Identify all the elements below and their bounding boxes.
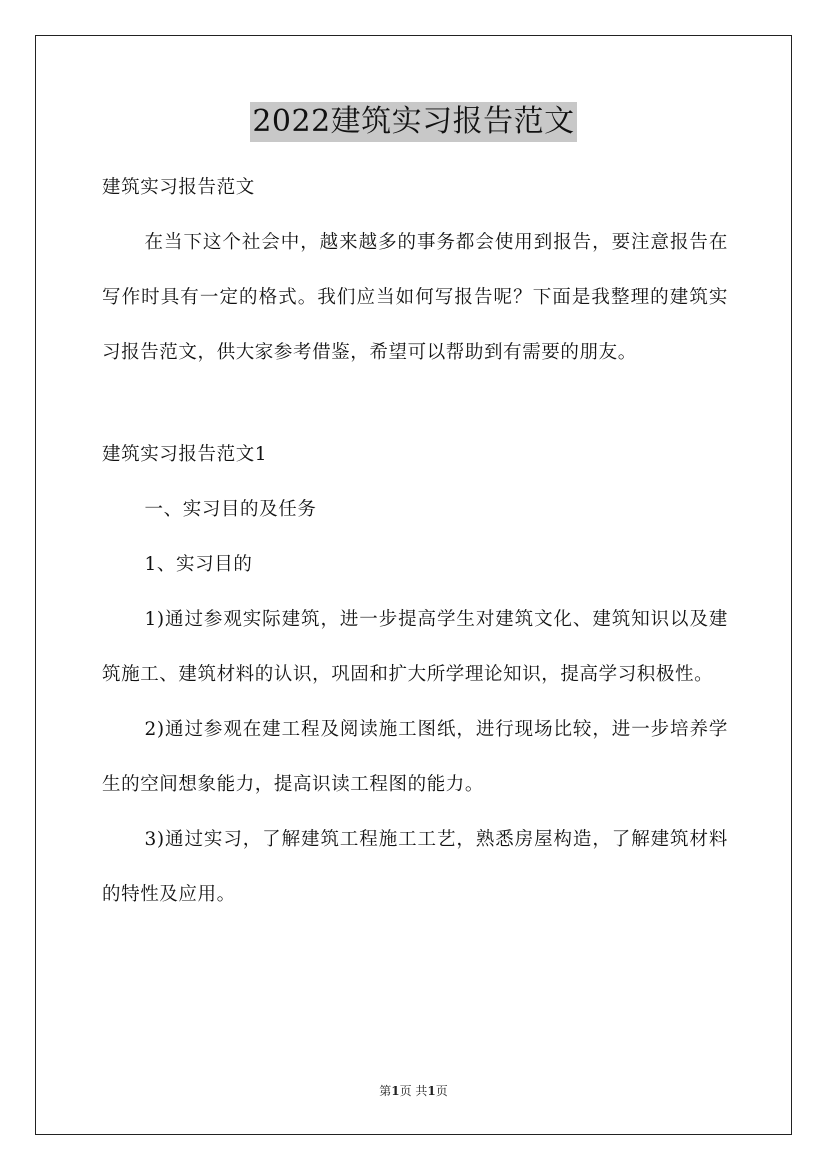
body-paragraph-item-2: 2)通过参观在建工程及阅读施工图纸，进行现场比较，进一步培养学生的空间想象能力，提高识读工程图的能力。 — [102, 719, 728, 795]
document-title: 2022建筑实习报告范文 — [250, 102, 576, 142]
footer-total-pages: 1 — [427, 1084, 436, 1098]
subsection-heading: 一、实习目的及任务 — [144, 499, 317, 520]
page-footer — [0, 1082, 827, 1099]
subsection-item-heading: 1、实习目的 — [144, 554, 253, 575]
body-paragraph-heading: 建筑实习报告范文 — [102, 177, 255, 198]
footer-suffix: 页 — [435, 1084, 448, 1098]
document-body — [102, 160, 728, 922]
footer-mid: 页 共 — [399, 1084, 428, 1098]
body-paragraph-item-1: 1)通过参观实际建筑，进一步提高学生对建筑文化、建筑知识以及建筑施工、建筑材料的认识，巩固和扩大所学理论知识，提高学习积极性。 — [102, 609, 728, 685]
body-paragraph-intro: 在当下这个社会中，越来越多的事务都会使用到报告，要注意报告在写作时具有一定的格式。我们应当如何写报告呢？下面是我整理的建筑实习报告范文，供大家参考借鉴，希望可以帮助到有需要的朋友。 — [102, 232, 728, 363]
body-paragraph-item-3: 3)通过实习，了解建筑工程施工工艺，熟悉房屋构造，了解建筑材料的特性及应用。 — [102, 829, 728, 905]
title-container — [0, 102, 827, 142]
footer-page-number: 1 — [391, 1084, 400, 1098]
footer-prefix: 第 — [379, 1084, 392, 1098]
section-heading: 建筑实习报告范文1 — [102, 444, 268, 465]
